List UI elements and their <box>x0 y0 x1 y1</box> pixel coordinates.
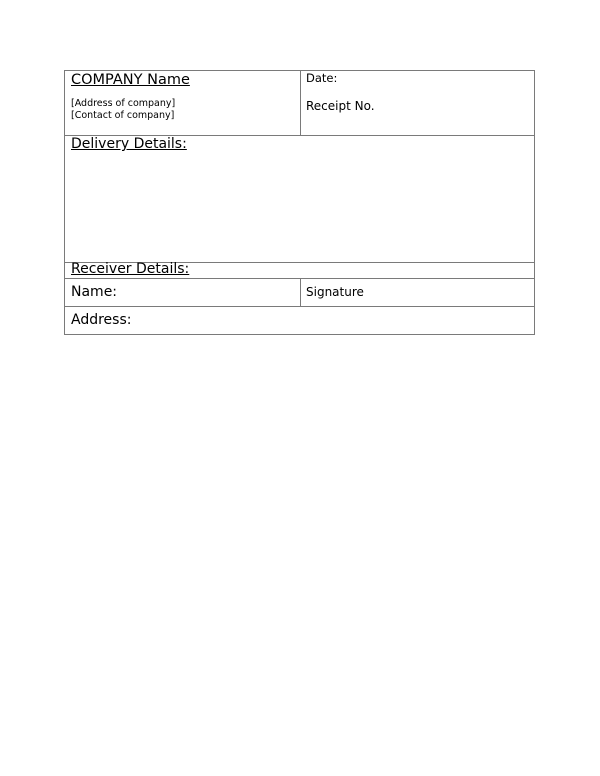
address-row <box>65 307 534 335</box>
signature-cell <box>301 279 534 306</box>
signature-label: Signature <box>306 285 364 299</box>
receipt-number-label: Receipt No. <box>306 99 375 113</box>
name-signature-row <box>65 279 534 307</box>
company-cell <box>65 71 301 135</box>
company-contact: [Contact of company] <box>71 110 175 121</box>
company-address: [Address of company] <box>71 98 176 109</box>
header-row <box>65 71 534 136</box>
delivery-details-label: Delivery Details: <box>71 136 187 152</box>
date-label: Date: <box>306 71 338 85</box>
name-cell <box>65 279 301 306</box>
receiver-details-label: Receiver Details: <box>71 261 190 277</box>
delivery-receipt-form <box>64 70 535 335</box>
name-label: Name: <box>71 284 118 300</box>
company-name: COMPANY Name <box>71 72 190 88</box>
receiver-details-header <box>65 263 534 279</box>
delivery-details-section <box>65 136 534 263</box>
date-receipt-cell <box>301 71 534 135</box>
receiver-address-label: Address: <box>71 312 132 328</box>
